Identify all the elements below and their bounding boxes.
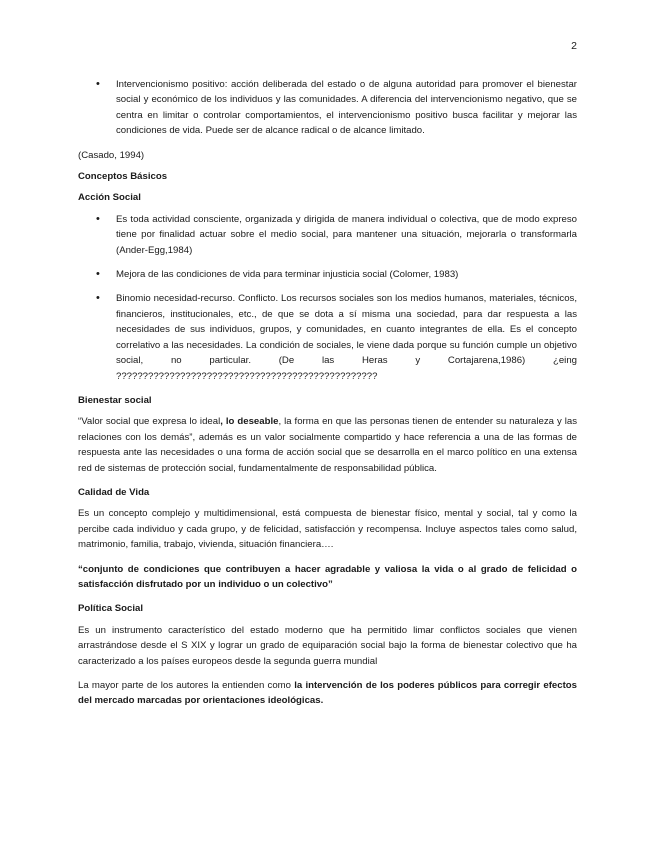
calidad-de-vida-quote: “conjunto de condiciones que contribuyen a hacer agradable y valiosa la vida o al grado de felicidad o satisfacción disfrutado por un individuo o un colectivo” xyxy=(78,563,577,590)
citation: (Casado, 1994) xyxy=(78,149,145,161)
politica-social-paragraph: Es un instrumento característico del estado moderno que ha permitido limar conflictos sociales que vienen arrastrándose desde el S XIX y lograr un grado de equiparación social bajo la forma de bienestar colectivo que ha caracterizado a los países europeos desde la segunda guerra mundial xyxy=(78,624,577,667)
page-content xyxy=(78,77,577,718)
politica-social-heading: Política Social xyxy=(78,603,144,615)
accion-social-heading: Acción Social xyxy=(78,192,141,204)
bienestar-social-heading: Bienestar social xyxy=(78,394,152,406)
page-number: 2 xyxy=(571,40,577,52)
list-item: • Es toda actividad consciente, organizada y dirigida de manera individual o colectiva, que de modo expreso tiene por finalidad actuar sobre el medio social, para mantener una situación, mejorarla o transformarla (Ander-Egg,1984) xyxy=(116,212,577,258)
bienestar-text-bold: , lo deseable xyxy=(220,416,279,428)
politica-text-before: La mayor parte de los autores la entienden como xyxy=(78,680,295,691)
list-item: • Mejora de las condiciones de vida para terminar injusticia social (Colomer, 1983) xyxy=(116,267,577,282)
politica-social-paragraph-2 xyxy=(78,678,577,709)
accion-social-bullet-list xyxy=(78,212,577,384)
intro-bullet-list xyxy=(78,77,577,139)
politica-text-bold: la intervención de los poderes públicos para corregir efectos del mercado marcadas por orientaciones ideológicas. xyxy=(78,680,577,707)
bienestar-text-after: , la forma en que las personas tienen de entender su naturaleza y las relaciones con los demás”, además es un valor socialmente compartido y hace referencia a una de las formas de respuesta ante las necesidades o una forma de acción social que se desarrolla en el marco político en una extensa red de sistemas de protección social, fundamentalmente de responsabilidad pública. xyxy=(78,416,578,474)
calidad-de-vida-paragraph: Es un concepto complejo y multidimensional, está compuesta de bienestar físico, mental y social, tal y como la percibe cada individuo y cada grupo, y de felicidad, satisfacción y recompensa. Incluye aspectos tales como salud, matrimonio, familia, trabajo, vivienda, situación financiera…. xyxy=(78,508,577,551)
bienestar-social-paragraph xyxy=(78,414,577,476)
bienestar-text-before: “Valor social que expresa lo ideal xyxy=(78,416,221,428)
list-item: • Intervencionismo positivo: acción deliberada del estado o de alguna autoridad para promover el bienestar social y económico de los individuos y las comunidades. A diferencia del intervencionismo negativo, que se centra en limitar o controlar comportamientos, el intervencionismo positivo busca facilitar y mejorar las condiciones de vida. Puede ser de alcance radical o de alcance limitado. xyxy=(116,77,577,139)
list-item: • Binomio necesidad-recurso. Conflicto. Los recursos sociales son los medios humanos, materiales, técnicos, financieros, institucionales, etc., de que se dota a sí misma una sociedad, para dar respuesta a las necesidades de sus individuos, grupos, y comunidades, en cuanto integrantes de ella. Es el concepto correlativo a las necesidades. La condición de sociales, le viene dada porque su función cumple un objetivo social, no particular. (De las Heras y Cortajarena,1986) ¿eing ????????????????????????????????????????????????? xyxy=(116,291,577,383)
section-title: Conceptos Básicos xyxy=(78,171,168,183)
calidad-de-vida-heading: Calidad de Vida xyxy=(78,486,150,498)
